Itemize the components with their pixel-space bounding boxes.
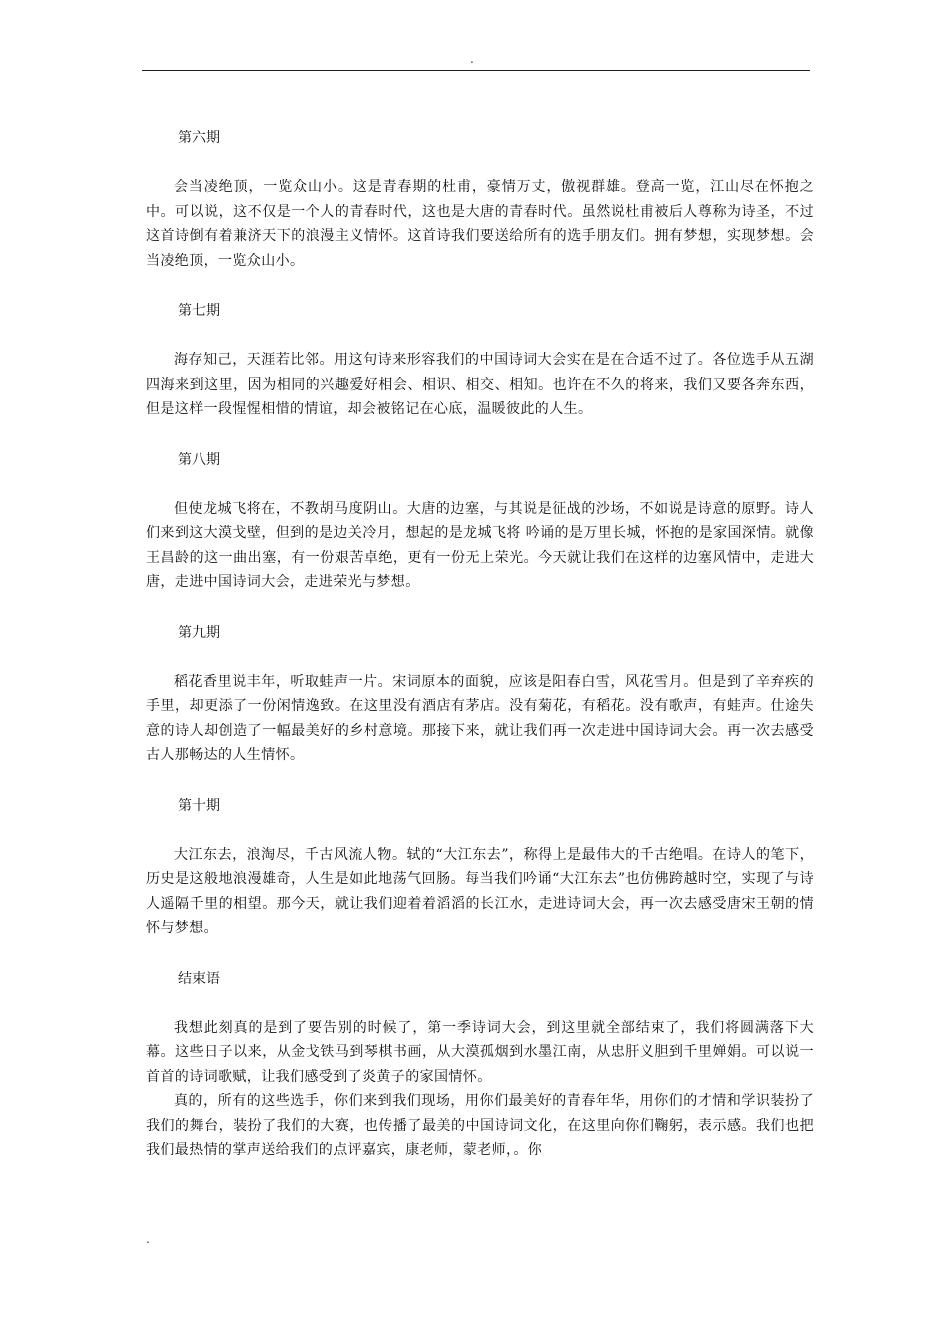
section-paragraph: 真的，所有的这些选手，你们来到我们现场，用你们最美好的青春年华，用你们的才情和学识装扮了我们的舞台，装扮了我们的大赛，也传播了最美的中国诗词文化，在这里向你们鞠躬，表示感。我们也把我们最热情的掌声送给我们的点评嘉宾，康老师，蒙老师，。你 (146, 1093, 814, 1158)
section-title: 第九期 (178, 624, 220, 641)
section-closing (146, 967, 814, 1163)
section-paragraph: 大江东去，浪淘尽，千古风流人物。轼的“大江东去”，称得上是最伟大的千古绝唱。在诗人的笔下，历史是这般地浪漫雄奇，人生是如此地荡气回肠。每当我们吟诵“大江东去”也仿佛跨越时空，实现了与诗人遥隔千里的相望。那今天，就让我们迎着着滔滔的长江水，走进诗词大会，再一次去感受唐宋王朝的情怀与梦想。 (146, 846, 814, 936)
section-9 (146, 621, 814, 794)
header-rule (142, 70, 810, 71)
section-paragraph: 但使龙城飞将在，不教胡马度阴山。大唐的边塞，与其说是征战的沙场，不如说是诗意的原野。诗人们来到这大漠戈壁，但到的是边关冷月，想起的是龙城飞将 吟诵的是万里长城，怀抱的是家国深情。就像王昌龄的这一曲出塞，有一份艰苦卓绝，更有一份无上荣光。今天就让我们在这样的边塞风情中，走进大唐，走进中国诗词大会，走进荣光与梦想。 (146, 500, 814, 590)
section-8 (146, 448, 814, 621)
section-title: 第六期 (178, 130, 220, 146)
section-paragraph: 我想此刻真的是到了要告别的时候了，第一季诗词大会，到这里就全部结束了，我们将圆满落下大幕。这些日子以来，从金戈铁马到琴棋书画，从大漠孤烟到水墨江南，从忠肝义胆到千里婵娟。可以说一首首的诗词歌赋，让我们感受到了炎黄子的家国情怀。 (146, 1019, 814, 1085)
document-body (146, 126, 814, 1163)
header-mark: . (470, 52, 474, 66)
section-paragraph: 稻花香里说丰年，听取蛙声一片。宋词原本的面貌，应该是阳春白雪，风花雪月。但是到了辛弃疾的手里，却更添了一份闲情逸致。在这里没有酒店有茅店。没有菊花，有稻花。没有歌声，有蛙声。仕途失意的诗人却创造了一幅最美好的乡村意境。那接下来，就让我们再一次走进中国诗词大会。再一次去感受古人那畅达的人生情怀。 (146, 673, 814, 763)
section-paragraph: 海存知己，天涯若比邻。用这句诗来形容我们的中国诗词大会实在是在合适不过了。各位选手从五湖四海来到这里，因为相同的兴趣爱好相会、相识、相交、相知。也许在不久的将来，我们又要各奔东西，但是这样一段惺惺相惜的情谊，却会被铭记在心底，温暖彼此的人生。 (146, 352, 814, 417)
section-title: 第八期 (178, 451, 220, 468)
section-title: 第七期 (178, 303, 220, 319)
section-6 (146, 126, 814, 299)
section-10 (146, 794, 814, 967)
section-7 (146, 299, 814, 448)
section-paragraph: 会当凌绝顶，一览众山小。这是青春期的杜甫，豪情万丈，傲视群雄。登高一览，江山尽在怀抱之中。可以说，这不仅是一个人的青春时代，这也是大唐的青春时代。虽然说杜甫被后人尊称为诗圣，不过这首诗倒有着兼济天下的浪漫主义情怀。这首诗我们要送给所有的选手朋友们。拥有梦想，实现梦想。会当凌绝顶，一览众山小。 (146, 179, 814, 269)
section-title: 结束语 (178, 970, 220, 987)
section-title: 第十期 (178, 797, 220, 814)
footer-mark: . (146, 1232, 150, 1246)
